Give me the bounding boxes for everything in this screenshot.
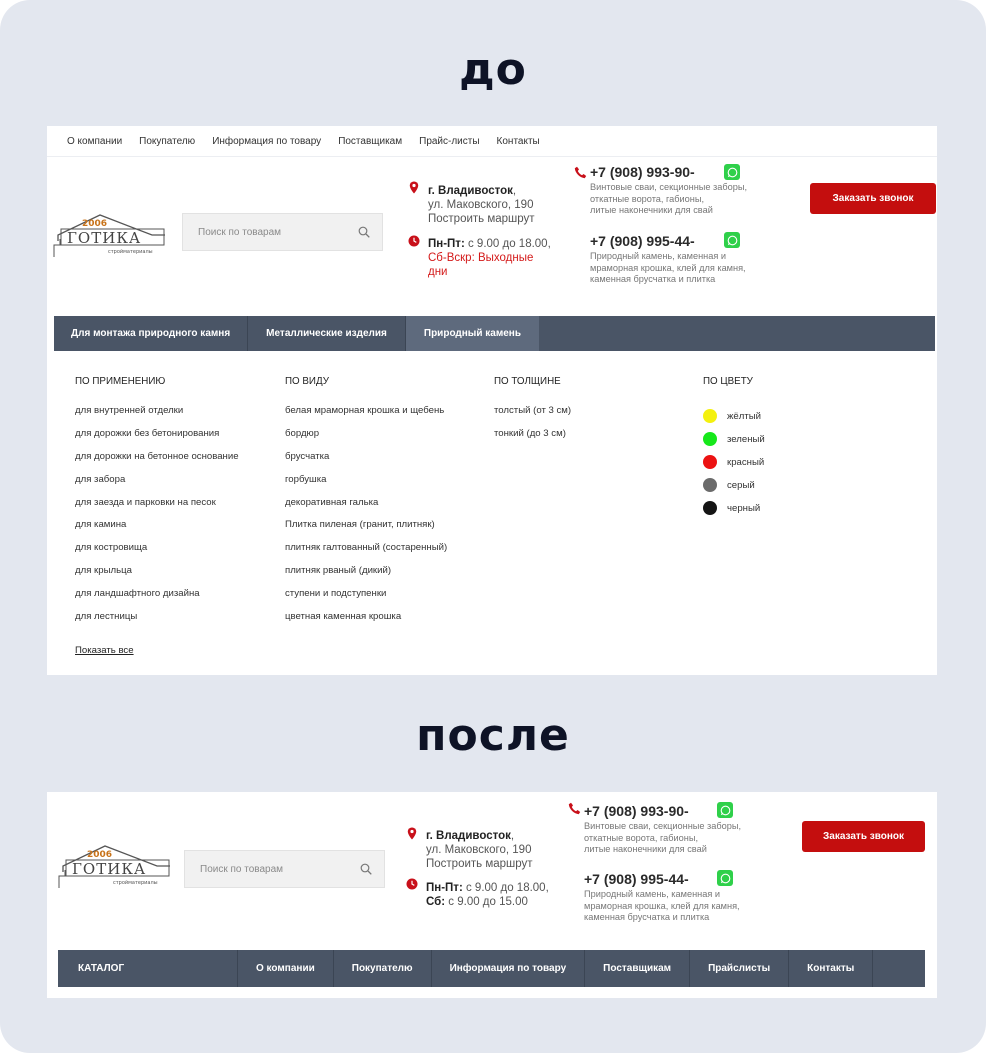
heading-after: после <box>416 710 570 761</box>
topnav-item[interactable]: Поставщикам <box>338 136 403 147</box>
order-call-button[interactable]: Заказать звонок <box>802 821 925 852</box>
search-placeholder: Поиск по товарам <box>200 863 284 875</box>
search-input[interactable] <box>184 850 385 888</box>
color-filter-item[interactable]: зеленый <box>703 428 765 451</box>
phone-block-1: +7 (908) 993-90- Винтовые сваи, секционные заборы, откатные ворота, габионы, литые наконечники для свай <box>584 803 742 854</box>
menu-link[interactable]: тонкий (до 3 см) <box>494 427 566 439</box>
logo-name: ГОТИКА <box>67 229 142 247</box>
color-filter-item[interactable]: красный <box>703 451 765 474</box>
show-all-link[interactable]: Показать все <box>75 645 134 656</box>
menu-column-application <box>75 376 239 634</box>
topnav-item[interactable]: Контакты <box>496 136 540 147</box>
hours-label: Пн-Пт: <box>426 882 463 894</box>
nav-item[interactable]: Прайслисты <box>708 963 771 974</box>
map-pin-icon <box>407 827 417 840</box>
street: ул. Маковского, 190 <box>428 199 534 211</box>
phone-block-1: +7 (908) 993-90- Винтовые сваи, секционные заборы, откатные ворота, габионы, литые наконечники для свай <box>590 164 748 215</box>
map-pin-icon <box>409 181 419 194</box>
menu-link[interactable]: цветная каменная крошка <box>285 611 402 623</box>
divider <box>872 950 873 987</box>
logo-tagline: стройматериалы <box>108 249 153 255</box>
logo-tagline: стройматериалы <box>113 880 158 886</box>
phone-icon <box>568 802 581 815</box>
phone-block-2: +7 (908) 995-44- Природный камень, каменная и мраморная крошка, клей для камня, каменная брусчатка и плитка <box>590 233 746 284</box>
hours-value: с 9.00 до 18.00, <box>464 238 551 250</box>
whatsapp-icon[interactable] <box>724 232 740 248</box>
order-call-button[interactable]: Заказать звонок <box>810 183 936 214</box>
menu-link[interactable]: плитняк галтованный (состаренный) <box>285 542 448 554</box>
menu-link[interactable]: для внутренней отделки <box>75 405 184 416</box>
top-navigation <box>67 136 540 147</box>
weekend-text-2: дни <box>428 266 448 278</box>
saturday-value: с 9.00 до 15.00 <box>445 896 528 908</box>
hours-value: с 9.00 до 18.00, <box>462 882 549 894</box>
divider <box>47 156 937 157</box>
menu-link[interactable]: декоративная галька <box>285 496 379 508</box>
menu-column-title: ПО ВИДУ <box>285 376 329 387</box>
menu-column-color <box>703 376 765 519</box>
phone-icon <box>574 166 587 179</box>
topnav-item[interactable]: О компании <box>67 136 123 147</box>
topnav-item[interactable]: Прайс-листы <box>419 136 480 147</box>
hours-block <box>428 237 551 279</box>
nav-item[interactable]: Информация по товару <box>449 963 567 974</box>
category-bar <box>54 316 935 351</box>
menu-link[interactable]: для крыльца <box>75 565 132 577</box>
menu-column-title: ПО ЦВЕТУ <box>703 376 753 387</box>
search-placeholder: Поиск по товарам <box>198 226 282 238</box>
menu-link[interactable]: бордюр <box>285 427 320 439</box>
search-icon[interactable] <box>360 863 372 875</box>
phone-number[interactable]: +7 (908) 993-90- <box>590 164 695 180</box>
menu-column-title: ПО ТОЛЩИНЕ <box>494 376 561 387</box>
search-input[interactable] <box>182 213 383 251</box>
menu-link[interactable]: для лестницы <box>75 611 138 623</box>
menu-link[interactable]: для забора <box>75 473 126 485</box>
menu-column-title: ПО ПРИМЕНЕНИЮ <box>75 376 166 387</box>
color-swatch <box>703 478 717 492</box>
nav-item[interactable]: Покупателю <box>351 963 413 974</box>
color-swatch <box>703 409 717 423</box>
nav-item[interactable]: О компании <box>256 963 315 974</box>
route-link[interactable]: Построить маршрут <box>426 858 533 870</box>
phone-number[interactable]: +7 (908) 995-44- <box>584 871 689 887</box>
menu-link[interactable]: для камина <box>75 519 127 531</box>
topnav-item[interactable]: Информация по товару <box>212 136 322 147</box>
site-logo[interactable] <box>57 842 175 888</box>
topnav-item[interactable]: Покупателю <box>139 136 196 147</box>
color-filter-item[interactable]: серый <box>703 474 765 497</box>
menu-link[interactable]: белая мраморная крошка и щебень <box>285 405 445 416</box>
menu-column-type <box>285 376 447 634</box>
whatsapp-icon[interactable] <box>717 870 733 886</box>
color-filter-item[interactable]: жёлтый <box>703 405 765 428</box>
search-icon[interactable] <box>358 226 370 238</box>
category-tab[interactable]: Металлические изделия <box>266 328 387 339</box>
hours-block <box>426 881 549 909</box>
phone-number[interactable]: +7 (908) 995-44- <box>590 233 695 249</box>
city: г. Владивосток <box>426 830 511 842</box>
clock-icon <box>408 235 420 247</box>
phone-number[interactable]: +7 (908) 993-90- <box>584 803 689 819</box>
menu-link[interactable]: для дорожки на бетонное основание <box>75 450 239 462</box>
menu-link[interactable]: для заезда и парковки на песок <box>75 496 216 508</box>
whatsapp-icon[interactable] <box>724 164 740 180</box>
menu-link[interactable]: для костровища <box>75 542 148 554</box>
heading-before: до <box>459 44 527 95</box>
category-tab[interactable]: Для монтажа природного камня <box>71 328 231 339</box>
menu-link[interactable]: для ландшафтного дизайна <box>75 588 200 600</box>
nav-item[interactable]: Поставщикам <box>603 963 672 974</box>
saturday-label: Сб: <box>426 896 446 908</box>
logo-year: 2006 <box>87 850 113 860</box>
logo-year: 2006 <box>82 219 108 229</box>
menu-link[interactable]: плитняк рваный (дикий) <box>285 565 392 577</box>
color-swatch <box>703 432 717 446</box>
menu-link[interactable]: Плитка пиленая (гранит, плитняк) <box>285 519 435 531</box>
main-navbar <box>58 950 925 987</box>
catalog-menu-button[interactable]: КАТАЛОГ <box>78 963 125 974</box>
menu-link[interactable]: для дорожки без бетонирования <box>75 427 220 439</box>
menu-link[interactable]: толстый (от 3 см) <box>494 405 572 416</box>
color-swatch <box>703 455 717 469</box>
menu-column-thickness <box>494 376 571 451</box>
city: г. Владивосток <box>428 185 513 197</box>
logo-name: ГОТИКА <box>72 860 147 878</box>
nav-item[interactable]: Контакты <box>807 963 855 974</box>
screenshot-after <box>47 792 937 998</box>
site-logo[interactable] <box>52 211 170 257</box>
category-tab-active[interactable]: Природный камень <box>406 316 539 351</box>
whatsapp-icon[interactable] <box>717 802 733 818</box>
menu-link[interactable]: горбушка <box>285 473 327 485</box>
phone-block-2: +7 (908) 995-44- Природный камень, каменная и мраморная крошка, клей для камня, каменная брусчатка и плитка <box>584 871 740 922</box>
clock-icon <box>406 878 418 890</box>
weekend-text: Сб-Вскр: Выходные <box>428 252 534 264</box>
menu-link[interactable]: ступени и подступенки <box>285 588 387 600</box>
street: ул. Маковского, 190 <box>426 844 532 856</box>
address-block: г. Владивосток, ул. Маковского, 190 Построить маршрут <box>426 830 533 870</box>
menu-link[interactable]: брусчатка <box>285 450 330 462</box>
route-link[interactable]: Построить маршрут <box>428 213 535 225</box>
color-swatch <box>703 501 717 515</box>
hours-label: Пн-Пт: <box>428 238 465 250</box>
address-block: г. Владивосток, ул. Маковского, 190 Построить маршрут <box>428 185 535 225</box>
color-filter-item[interactable]: черный <box>703 497 765 520</box>
screenshot-before <box>47 126 937 675</box>
